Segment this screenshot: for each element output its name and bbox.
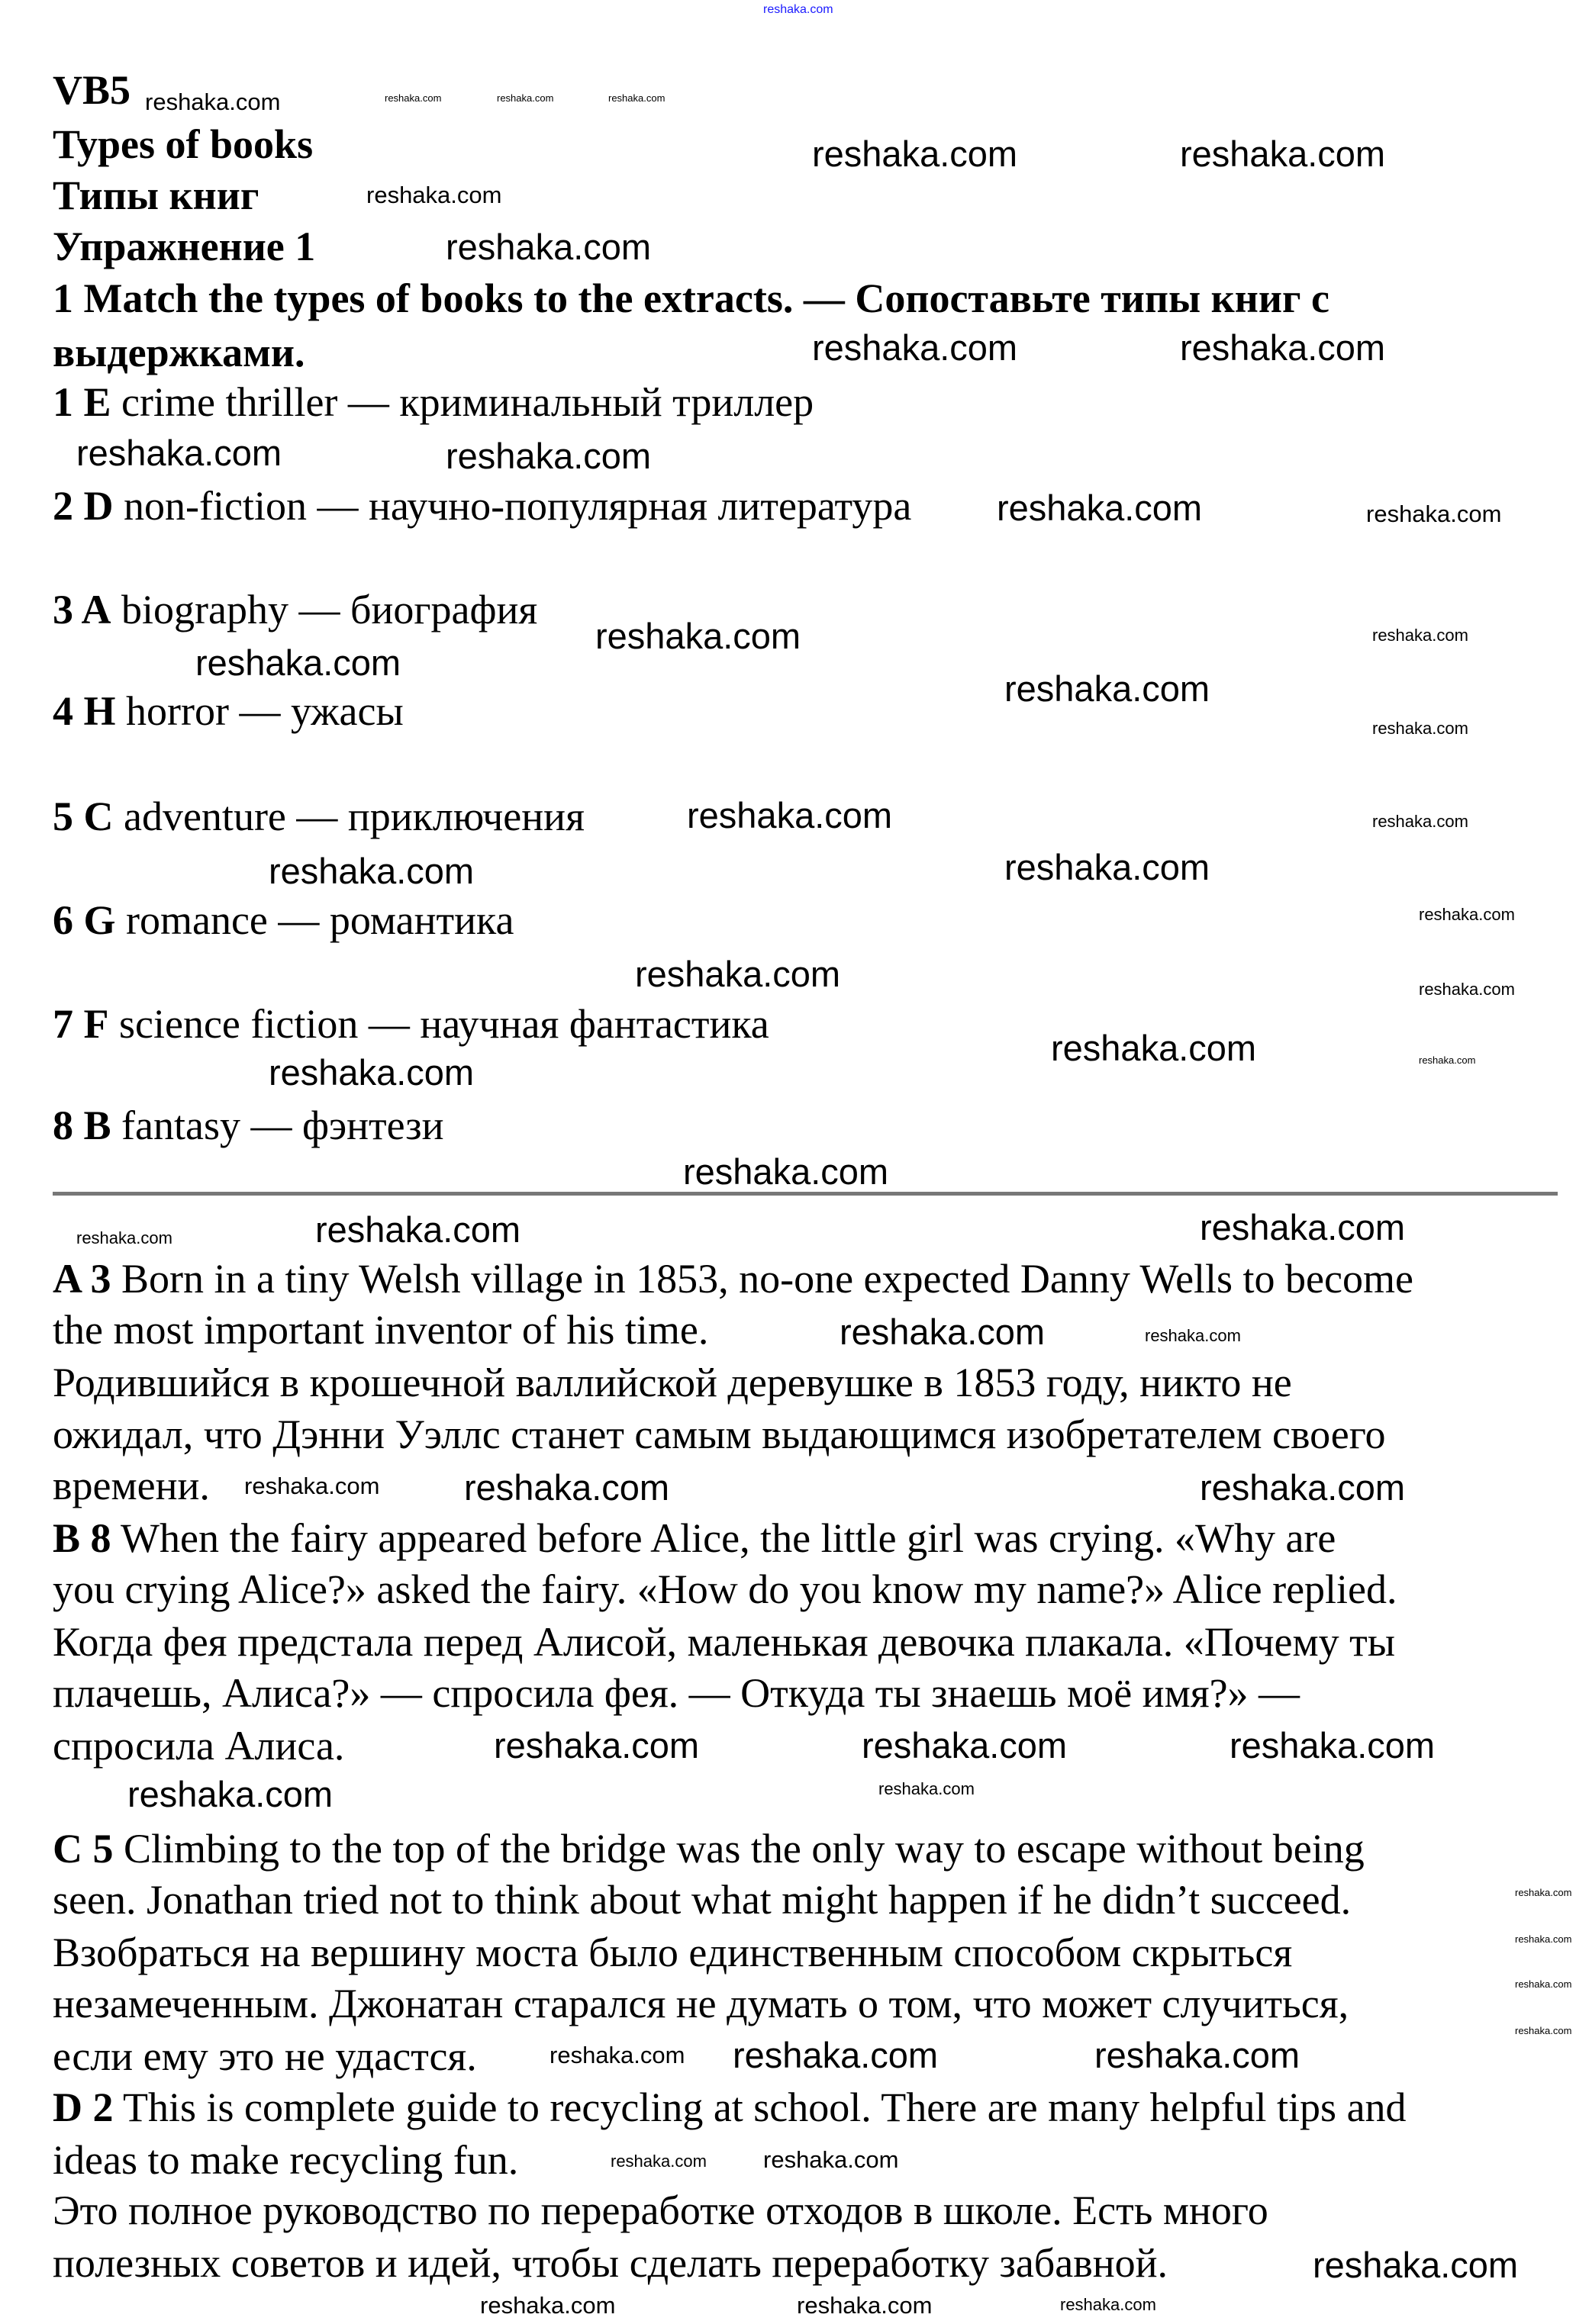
extract-line: Родившийся в крошечной валлийской деревушке в 1853 году, никто не bbox=[53, 1360, 1292, 1405]
answer-text: crime thriller — криминальный триллер bbox=[111, 379, 814, 425]
extract-line: спросила Алиса. bbox=[53, 1723, 345, 1769]
extract-text: Born in a tiny Welsh village in 1853, no-one expected Danny Wells to become bbox=[111, 1256, 1413, 1302]
extract-line: Когда фея предстала перед Алисой, маленькая девочка плакала. «Почему ты bbox=[53, 1619, 1396, 1665]
watermark: reshaka.com bbox=[1200, 1207, 1406, 1247]
watermark: reshaka.com bbox=[1004, 847, 1210, 887]
answer-label: 8 B bbox=[53, 1102, 111, 1148]
answer-label: 2 D bbox=[53, 483, 114, 529]
watermark: reshaka.com bbox=[1372, 812, 1468, 831]
watermark: reshaka.com bbox=[840, 1312, 1046, 1352]
watermark: reshaka.com bbox=[366, 182, 502, 208]
answer-text: romance — романтика bbox=[115, 897, 514, 943]
extract-line bbox=[53, 1823, 1365, 1875]
task-line-1: 1 Match the types of books to the extracts. — Сопоставьте типы книг с bbox=[53, 275, 1329, 321]
watermark: reshaka.com bbox=[497, 92, 554, 104]
extract-line: seen. Jonathan tried not to think about what might happen if he didn’t succeed. bbox=[53, 1877, 1352, 1923]
watermark: reshaka.com bbox=[812, 134, 1018, 174]
answer-text: fantasy — фэнтези bbox=[111, 1102, 444, 1148]
exercise-heading: Упражнение 1 bbox=[53, 224, 316, 269]
watermark: reshaka.com bbox=[812, 327, 1018, 368]
extract-line bbox=[53, 1512, 1336, 1564]
watermark: reshaka.com bbox=[1366, 501, 1502, 527]
watermark: reshaka.com bbox=[595, 616, 801, 656]
section-code: VB5 bbox=[53, 67, 131, 113]
watermark: reshaka.com bbox=[244, 1473, 380, 1499]
watermark: reshaka.com bbox=[269, 851, 475, 891]
answer-text: horror — ужасы bbox=[115, 688, 404, 734]
watermark: reshaka.com bbox=[1051, 1028, 1257, 1068]
extract-line bbox=[53, 1253, 1413, 1305]
answer-text: biography — биография bbox=[111, 587, 538, 633]
answer-item bbox=[53, 998, 769, 1050]
extract-line: если ему это не удастся. bbox=[53, 2033, 477, 2079]
watermark: reshaka.com bbox=[446, 227, 652, 267]
extract-text: This is complete guide to recycling at school. There are many helpful tips and bbox=[113, 2084, 1407, 2130]
watermark: reshaka.com bbox=[1419, 980, 1515, 999]
extract-line: времени. bbox=[53, 1463, 210, 1508]
watermark: reshaka.com bbox=[878, 1779, 975, 1798]
extract-line: полезных советов и идей, чтобы сделать переработку забавной. bbox=[53, 2240, 1168, 2286]
divider bbox=[53, 1192, 1558, 1196]
watermark: reshaka.com bbox=[1372, 719, 1468, 738]
extract-line: Взобраться на вершину моста было единственным способом скрыться bbox=[53, 1930, 1293, 1975]
extract-line bbox=[53, 2081, 1407, 2133]
watermark: reshaka.com bbox=[1515, 1887, 1572, 1898]
answer-label: 5 C bbox=[53, 793, 114, 839]
watermark: reshaka.com bbox=[315, 1209, 521, 1250]
extract-label: D 2 bbox=[53, 2084, 114, 2130]
extract-line: плачешь, Алиса?» — спросила фея. — Откуда ты знаешь моё имя?» — bbox=[53, 1670, 1300, 1716]
answer-item bbox=[53, 376, 814, 428]
watermark: reshaka.com bbox=[635, 954, 841, 994]
extract-line: the most important inventor of his time. bbox=[53, 1307, 709, 1353]
watermark: reshaka.com bbox=[446, 436, 652, 476]
answer-label: 1 E bbox=[53, 379, 111, 425]
extract-line: ожидал, что Дэнни Уэллс станет самым выдающимся изобретателем своего bbox=[53, 1411, 1386, 1457]
watermark: reshaka.com bbox=[1313, 2245, 1519, 2285]
answer-item bbox=[53, 894, 514, 946]
watermark: reshaka.com bbox=[127, 1774, 334, 1814]
answer-item bbox=[53, 584, 537, 636]
watermark: reshaka.com bbox=[1004, 668, 1210, 709]
extract-text: Climbing to the top of the bridge was the only way to escape without being bbox=[113, 1826, 1365, 1872]
watermark: reshaka.com bbox=[1180, 134, 1386, 174]
extract-line: Это полное руководство по переработке отходов в школе. Есть много bbox=[53, 2187, 1268, 2233]
watermark: reshaka.com bbox=[608, 92, 666, 104]
answer-label: 6 G bbox=[53, 897, 116, 943]
watermark: reshaka.com bbox=[687, 795, 893, 835]
answer-label: 3 A bbox=[53, 587, 111, 633]
answer-text: adventure — приключения bbox=[113, 793, 585, 839]
watermark: reshaka.com bbox=[1200, 1467, 1406, 1508]
watermark: reshaka.com bbox=[195, 642, 401, 683]
watermark: reshaka.com bbox=[464, 1467, 670, 1508]
watermark: reshaka.com bbox=[611, 2152, 707, 2171]
answer-text: science fiction — научная фантастика bbox=[108, 1001, 769, 1047]
answer-item bbox=[53, 790, 585, 842]
watermark: reshaka.com bbox=[1419, 1054, 1476, 1066]
extract-label: C 5 bbox=[53, 1826, 114, 1872]
watermark: reshaka.com bbox=[76, 433, 282, 473]
watermark: reshaka.com bbox=[683, 1151, 889, 1192]
watermark: reshaka.com bbox=[385, 92, 442, 104]
answer-text: non-fiction — научно-популярная литература bbox=[113, 483, 912, 529]
extract-line: ideas to make recycling fun. bbox=[53, 2137, 519, 2183]
watermark: reshaka.com bbox=[997, 488, 1203, 528]
watermark: reshaka.com bbox=[763, 2146, 899, 2173]
watermark: reshaka.com bbox=[76, 1228, 172, 1247]
answer-item bbox=[53, 480, 911, 532]
extract-label: A 3 bbox=[53, 1256, 111, 1302]
title-ru: Типы книг bbox=[53, 172, 259, 218]
watermark: reshaka.com bbox=[145, 89, 281, 115]
watermark: reshaka.com bbox=[1180, 327, 1386, 368]
answer-item bbox=[53, 685, 404, 737]
watermark: reshaka.com bbox=[862, 1725, 1068, 1766]
watermark: reshaka.com bbox=[1419, 905, 1515, 924]
answer-label: 4 H bbox=[53, 688, 116, 734]
watermark: reshaka.com bbox=[1515, 1978, 1572, 1990]
extract-label: B 8 bbox=[53, 1515, 111, 1561]
extract-line: you crying Alice?» asked the fairy. «How do you know my name?» Alice replied. bbox=[53, 1566, 1397, 1612]
watermark: reshaka.com bbox=[1372, 626, 1468, 645]
watermark: reshaka.com bbox=[480, 2292, 616, 2319]
answer-item bbox=[53, 1099, 444, 1151]
answer-label: 7 F bbox=[53, 1001, 109, 1047]
watermark: reshaka.com bbox=[550, 2042, 685, 2068]
top-watermark: reshaka.com bbox=[763, 3, 833, 16]
extract-text: When the fairy appeared before Alice, the little girl was crying. «Why are bbox=[111, 1515, 1336, 1561]
watermark: reshaka.com bbox=[1515, 2025, 1572, 2036]
task-line-2: выдержками. bbox=[53, 330, 305, 375]
watermark: reshaka.com bbox=[797, 2292, 933, 2319]
watermark: reshaka.com bbox=[1230, 1725, 1436, 1766]
watermark: reshaka.com bbox=[733, 2035, 939, 2075]
watermark: reshaka.com bbox=[1145, 1326, 1241, 1345]
watermark: reshaka.com bbox=[494, 1725, 700, 1766]
watermark: reshaka.com bbox=[1094, 2035, 1300, 2075]
watermark: reshaka.com bbox=[1060, 2295, 1156, 2314]
title-en: Types of books bbox=[53, 121, 314, 167]
extract-line: незамеченным. Джонатан старался не думать о том, что может случиться, bbox=[53, 1981, 1349, 2026]
watermark: reshaka.com bbox=[1515, 1933, 1572, 1945]
watermark: reshaka.com bbox=[269, 1052, 475, 1093]
